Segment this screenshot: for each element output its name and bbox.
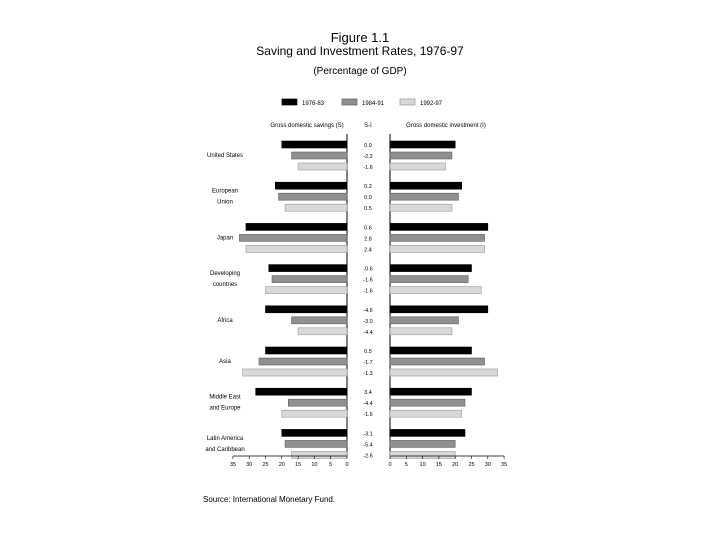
right-axis-tick-label: 25	[468, 462, 475, 468]
investment-bar	[390, 204, 452, 211]
investment-bar	[390, 287, 481, 294]
savings-bar	[272, 276, 347, 283]
investment-bar	[390, 152, 452, 159]
investment-bar	[390, 347, 472, 354]
investment-bar	[390, 328, 452, 335]
savings-bar	[282, 410, 347, 417]
s-minus-i-value: -1.3	[363, 371, 373, 377]
savings-bar	[246, 245, 347, 252]
investment-bar	[390, 276, 468, 283]
left-axis-tick-label: 25	[262, 462, 269, 468]
s-minus-i-value: -1.6	[363, 277, 373, 284]
category-label: and Europe	[209, 405, 241, 412]
left-axis-tick-label: 30	[246, 462, 253, 468]
category-label: European	[211, 188, 239, 195]
left-axis-tick-label: 35	[229, 462, 236, 468]
s-minus-i-value: 0.9	[364, 143, 372, 149]
figure-title: Figure 1.1	[330, 30, 390, 45]
s-minus-i-value: 2.8	[364, 236, 372, 243]
savings-bar	[243, 369, 347, 376]
legend-swatch	[282, 99, 297, 105]
investment-bar	[390, 223, 488, 230]
savings-bar	[269, 265, 347, 272]
category-label: Africa	[217, 317, 233, 324]
s-minus-i-value: -4.4	[363, 329, 373, 336]
savings-bar	[292, 451, 347, 458]
s-minus-i-value: -4.6	[363, 307, 373, 314]
savings-bar	[239, 234, 347, 241]
right-axis-tick-label: 20	[452, 462, 459, 468]
investment-bar	[390, 388, 472, 395]
left-axis-tick-label: 0	[345, 462, 349, 468]
s-minus-i-value: 0.0	[364, 195, 372, 202]
investment-bar	[390, 369, 498, 376]
s-minus-i-value: 0.5	[364, 206, 372, 213]
investment-bar	[390, 410, 462, 417]
right-axis-tick-label: 30	[484, 462, 491, 468]
figure-subtitle: Saving and Investment Rates, 1976-97	[256, 44, 464, 58]
savings-bar	[282, 141, 347, 148]
category-label: Developing	[209, 271, 241, 278]
category-label: and Caribbean	[205, 446, 245, 453]
investment-bar	[390, 265, 472, 272]
category-label: Union	[217, 199, 233, 206]
investment-bar	[390, 429, 465, 436]
investment-bar	[390, 317, 458, 324]
s-minus-i-value: -3.1	[363, 431, 373, 438]
investment-bar	[390, 440, 455, 447]
investment-bar	[390, 182, 462, 189]
middle-label: S-I	[364, 123, 372, 129]
savings-bar	[285, 204, 347, 211]
legend-label: 1984-91	[362, 101, 385, 107]
investment-bar	[390, 141, 455, 148]
savings-bar	[285, 440, 347, 447]
left-axis-tick-label: 20	[278, 462, 285, 468]
category-label: Latin America	[206, 435, 244, 442]
savings-bar	[246, 223, 347, 230]
right-axis-tick-label: 0	[388, 462, 392, 468]
legend-label: 1992-97	[420, 101, 443, 107]
legend-swatch	[400, 99, 415, 105]
right-axis-tick-label: 15	[435, 462, 442, 468]
right-axis-tick-label: 10	[419, 462, 426, 468]
investment-bar	[390, 245, 485, 252]
investment-bar	[390, 163, 445, 170]
savings-bar	[266, 347, 348, 354]
savings-bar	[288, 399, 347, 406]
legend-swatch	[342, 99, 357, 105]
savings-bar	[266, 287, 348, 294]
savings-bar	[275, 182, 347, 189]
s-minus-i-value: 3.4	[364, 390, 372, 397]
s-minus-i-value: 0.2	[364, 184, 372, 191]
category-label: United States	[206, 153, 244, 159]
figure-unit: (Percentage of GDP)	[313, 66, 407, 77]
right-panel-title: Gross domestic investment (I)	[406, 123, 486, 129]
savings-bar	[279, 193, 347, 200]
savings-bar	[292, 152, 347, 159]
savings-bar	[259, 358, 347, 365]
s-minus-i-value: 2.4	[364, 247, 372, 254]
s-minus-i-value: -0.6	[363, 266, 373, 273]
s-minus-i-value: -3.0	[363, 318, 373, 325]
savings-bar	[298, 328, 347, 335]
s-minus-i-value: 0.6	[364, 225, 372, 232]
s-minus-i-value: -4.4	[363, 401, 373, 408]
investment-bar	[390, 193, 458, 200]
legend-label: 1976-83	[302, 101, 325, 107]
savings-bar	[292, 317, 347, 324]
s-minus-i-value: 0.5	[364, 349, 372, 355]
s-minus-i-value: -1.7	[363, 360, 373, 366]
investment-bar	[390, 399, 465, 406]
left-axis-tick-label: 15	[295, 462, 302, 468]
investment-bar	[390, 306, 488, 313]
investment-bar	[390, 234, 485, 241]
right-axis-tick-label: 35	[501, 462, 508, 468]
savings-bar	[282, 429, 347, 436]
s-minus-i-value: -2.6	[363, 453, 373, 460]
category-label: Middle East	[209, 394, 241, 401]
source-note: Source: International Monetary Fund.	[203, 495, 336, 504]
savings-bar	[266, 306, 348, 313]
s-minus-i-value: -5.4	[363, 442, 373, 449]
left-axis-tick-label: 10	[311, 462, 318, 468]
category-label: countries	[212, 282, 238, 289]
savings-bar	[256, 388, 347, 395]
savings-bar	[298, 163, 347, 170]
investment-bar	[390, 358, 485, 365]
s-minus-i-value: -1.6	[363, 165, 373, 171]
category-label: Japan	[216, 235, 234, 242]
s-minus-i-value: -2.2	[363, 154, 373, 160]
right-axis-tick-label: 5	[404, 462, 408, 468]
category-label: Asia	[219, 359, 231, 365]
s-minus-i-value: -1.6	[363, 288, 373, 295]
left-panel-title: Gross domestic savings (S)	[270, 123, 344, 129]
s-minus-i-value: -1.5	[363, 412, 373, 419]
left-axis-tick-label: 5	[329, 462, 333, 468]
